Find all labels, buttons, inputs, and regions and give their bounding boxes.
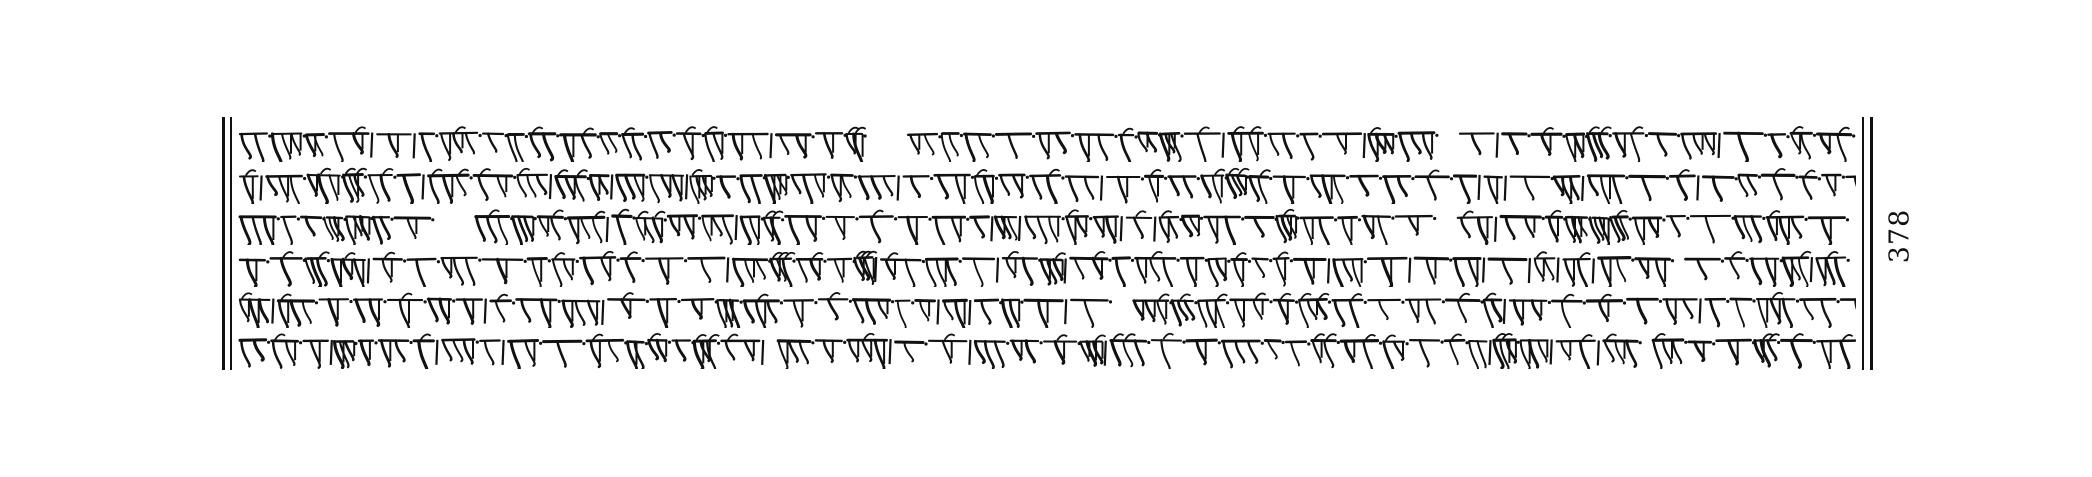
folio-number-text: 378 xyxy=(1884,208,1916,264)
left-border-inner-rule xyxy=(230,117,232,370)
script-line-6 xyxy=(238,331,1856,369)
script-line-1 xyxy=(238,124,1856,162)
right-border-inner-rule xyxy=(1862,117,1864,370)
left-border-outer-rule xyxy=(222,117,225,370)
script-line-strokes xyxy=(238,207,1856,245)
script-line-strokes xyxy=(238,290,1856,328)
right-border-outer-rule xyxy=(1870,117,1873,370)
script-line-strokes xyxy=(238,124,1856,162)
script-line-strokes xyxy=(238,249,1856,287)
script-line-strokes xyxy=(238,166,1856,204)
script-line-2 xyxy=(238,166,1856,204)
script-line-5 xyxy=(238,290,1856,328)
script-line-3 xyxy=(238,207,1856,245)
script-line-4 xyxy=(238,249,1856,287)
folio-number xyxy=(1880,196,1920,276)
text-block xyxy=(238,118,1856,370)
script-line-strokes xyxy=(238,331,1856,369)
